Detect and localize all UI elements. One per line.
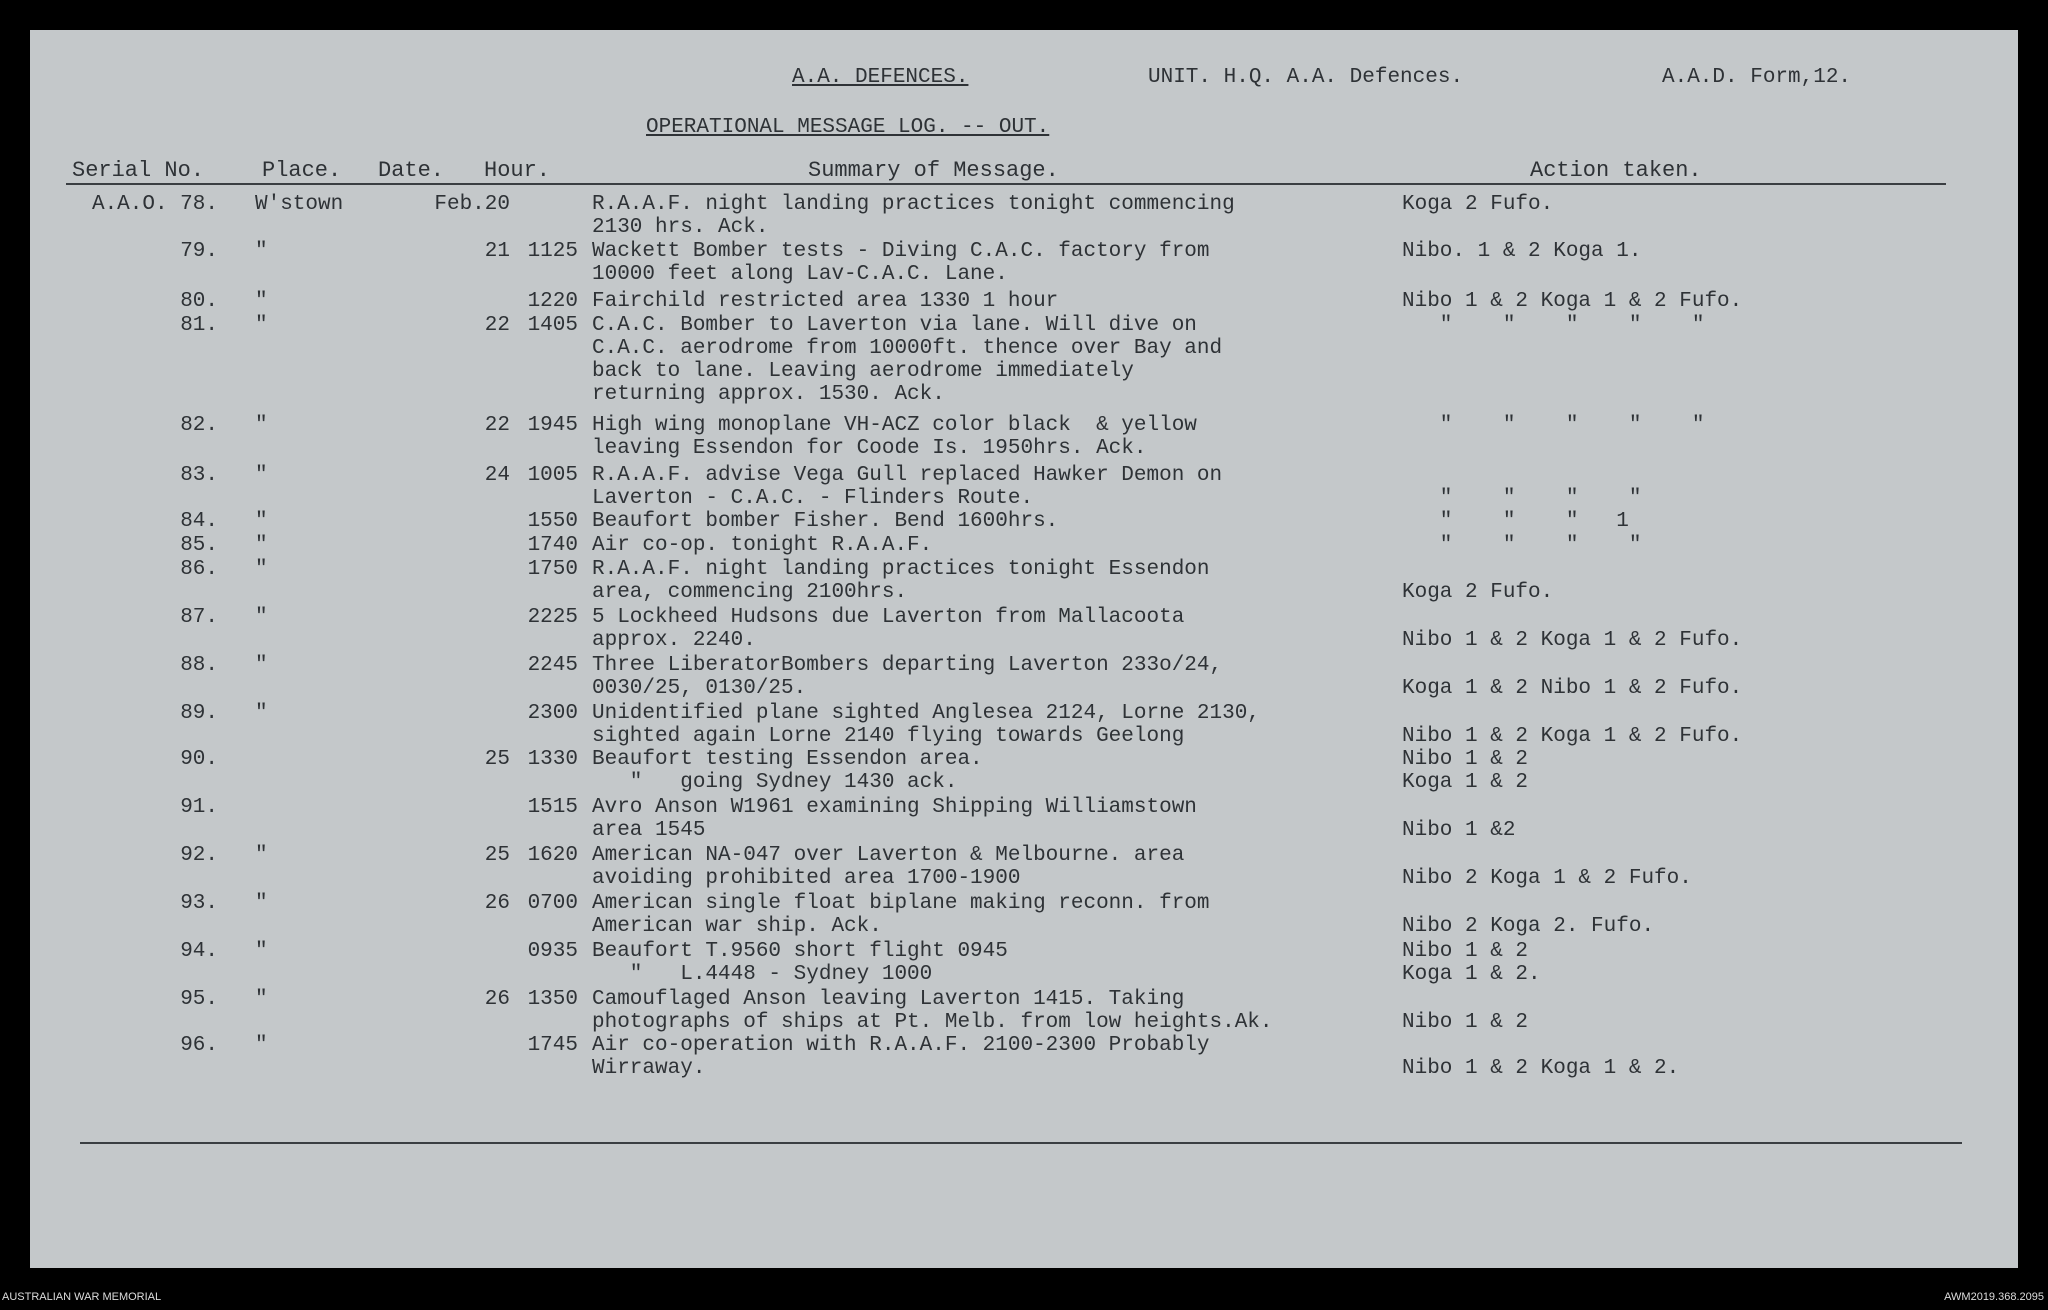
col-header-serial: Serial No. [72,158,205,183]
summary-of-message: C.A.C. Bomber to Laverton via lane. Will dive on C.A.C. aerodrome from 10000ft. thence over Bay and back to lane. Leaving aerodrome immediately returning approx. 1530. Ack. [592,314,1223,406]
hour: 1515 [527,796,578,819]
summary-of-message: American single float biplane making reconn. from American war ship. Ack. [592,892,1210,938]
place: " [255,940,268,963]
hour: 0935 [527,940,578,963]
place: " [255,290,268,313]
action-taken: Nibo 1 & 2 Koga 1 & 2. [1402,940,1541,986]
header-rule [66,183,1946,185]
date: 25 [484,748,510,771]
summary-of-message: Camouflaged Anson leaving Laverton 1415. Taking photographs of ships at Pt. Melb. from low heights.Ak. [592,988,1273,1034]
summary-of-message: R.A.A.F. night landing practices tonight Essendon area, commencing 2100hrs. [592,558,1210,604]
col-header-action: Action taken. [1530,158,1702,183]
hour: 1750 [527,558,578,581]
summary-of-message: Unidentified plane sighted Anglesea 2124, Lorne 2130, sighted again Lorne 2140 flying towards Geelong [592,702,1260,748]
summary-of-message: American NA-047 over Laverton & Melbourne. area avoiding prohibited area 1700-1900 [592,844,1185,890]
hour: 1005 [527,464,578,487]
unit-label: UNIT. H.Q. A.A. Defences. [1148,66,1464,89]
action-taken: Nibo 1 & 2 [1402,1011,1529,1034]
action-taken: Nibo. 1 & 2 Koga 1. [1402,240,1642,263]
place: " [255,1034,268,1057]
document-page [30,30,2018,1268]
serial-no: 82. [180,414,218,437]
log-title: OPERATIONAL MESSAGE LOG. -- OUT. [646,116,1050,139]
hour: 2225 [527,606,578,629]
serial-no: 79. [180,240,218,263]
serial-no: 81. [180,314,218,337]
place: " [255,606,268,629]
action-taken: Nibo 1 & 2 Koga 1 & 2 Fufo. [1402,725,1743,748]
action-taken: Koga 2 Fufo. [1402,193,1554,216]
action-taken: " " " " " [1402,414,1705,437]
action-taken: " " " " " [1402,314,1705,337]
serial-no: 87. [180,606,218,629]
bottom-rule [80,1142,1962,1144]
place: " [255,702,268,725]
serial-no: 89. [180,702,218,725]
serial-no: 84. [180,510,218,533]
action-taken: Nibo 1 &2 [1402,819,1516,842]
footer-credit: AUSTRALIAN WAR MEMORIAL [2,1291,162,1303]
hour: 1405 [527,314,578,337]
serial-no: 85. [180,534,218,557]
summary-of-message: R.A.A.F. advise Vega Gull replaced Hawker Demon on Laverton - C.A.C. - Flinders Route. [592,464,1223,510]
hour: 1945 [527,414,578,437]
serial-no: 80. [180,290,218,313]
place: W'stown [255,193,344,216]
action-taken: Nibo 1 & 2 Koga 1 & 2 Fufo. [1402,290,1743,313]
hour: 0700 [527,892,578,915]
place: " [255,464,268,487]
place: " [255,892,268,915]
summary-of-message: Beaufort testing Essendon area. " going Sydney 1430 ack. [592,748,983,794]
action-taken: Nibo 2 Koga 2. Fufo. [1402,915,1655,938]
summary-of-message: R.A.A.F. night landing practices tonight commencing 2130 hrs. Ack. [592,193,1235,239]
serial-no: 92. [180,844,218,867]
action-taken: " " " " [1402,534,1642,557]
col-header-hour: Hour. [484,158,551,183]
form-number: A.A.D. Form,12. [1662,66,1852,89]
date: 25 [484,844,510,867]
date: 24 [484,464,510,487]
serial-no: 90. [180,748,218,771]
hour: 1330 [527,748,578,771]
serial-no: 86. [180,558,218,581]
summary-of-message: Beaufort T.9560 short flight 0945 " L.4448 - Sydney 1000 [592,940,1008,986]
summary-of-message: Wackett Bomber tests - Diving C.A.C. factory from 10000 feet along Lav-C.A.C. Lane. [592,240,1210,286]
summary-of-message: Avro Anson W1961 examining Shipping Williamstown area 1545 [592,796,1197,842]
hour: 1620 [527,844,578,867]
action-taken: Nibo 2 Koga 1 & 2 Fufo. [1402,867,1692,890]
summary-of-message: Air co-operation with R.A.A.F. 2100-2300 Probably Wirraway. [592,1034,1210,1080]
serial-no: 95. [180,988,218,1011]
place: " [255,988,268,1011]
place: " [255,534,268,557]
summary-of-message: 5 Lockheed Hudsons due Laverton from Mallacoota approx. 2240. [592,606,1185,652]
place: " [255,314,268,337]
action-taken: " " " 1 [1402,510,1629,533]
serial-no: 83. [180,464,218,487]
hour: 1125 [527,240,578,263]
date: 26 [484,892,510,915]
hour: 2300 [527,702,578,725]
hour: 2245 [527,654,578,677]
place: " [255,510,268,533]
summary-of-message: High wing monoplane VH-ACZ color black & yellow leaving Essendon for Coode Is. 1950hrs. Ack. [592,414,1197,460]
col-header-place: Place. [262,158,342,183]
serial-no: 93. [180,892,218,915]
serial-no: A.A.O. 78. [91,193,218,216]
action-taken: Koga 1 & 2 Nibo 1 & 2 Fufo. [1402,677,1743,700]
action-taken: Nibo 1 & 2 Koga 1 & 2. [1402,1057,1680,1080]
action-taken: Koga 2 Fufo. [1402,581,1554,604]
serial-no: 88. [180,654,218,677]
col-header-summary: Summary of Message. [808,158,1059,183]
date: Feb.20 [434,193,510,216]
serial-no: 96. [180,1034,218,1057]
summary-of-message: Air co-op. tonight R.A.A.F. [592,534,933,557]
place: " [255,654,268,677]
defences-title: A.A. DEFENCES. [792,66,969,89]
place: " [255,240,268,263]
date: 22 [484,414,510,437]
place: " [255,558,268,581]
summary-of-message: Fairchild restricted area 1330 1 hour [592,290,1059,313]
date: 22 [484,314,510,337]
hour: 1740 [527,534,578,557]
action-taken: " " " " [1439,487,1642,510]
hour: 1745 [527,1034,578,1057]
date: 21 [484,240,510,263]
action-taken: Nibo 1 & 2 Koga 1 & 2 Fufo. [1402,629,1743,652]
serial-no: 94. [180,940,218,963]
serial-no: 91. [180,796,218,819]
hour: 1220 [527,290,578,313]
hour: 1350 [527,988,578,1011]
place: " [255,414,268,437]
action-taken: Nibo 1 & 2 Koga 1 & 2 [1402,748,1529,794]
footer-accession: AWM2019.368.2095 [1944,1291,2044,1303]
summary-of-message: Three LiberatorBombers departing Laverton 233o/24, 0030/25, 0130/25. [592,654,1223,700]
summary-of-message: Beaufort bomber Fisher. Bend 1600hrs. [592,510,1059,533]
date: 26 [484,988,510,1011]
place: " [255,844,268,867]
hour: 1550 [527,510,578,533]
col-header-date: Date. [378,158,445,183]
